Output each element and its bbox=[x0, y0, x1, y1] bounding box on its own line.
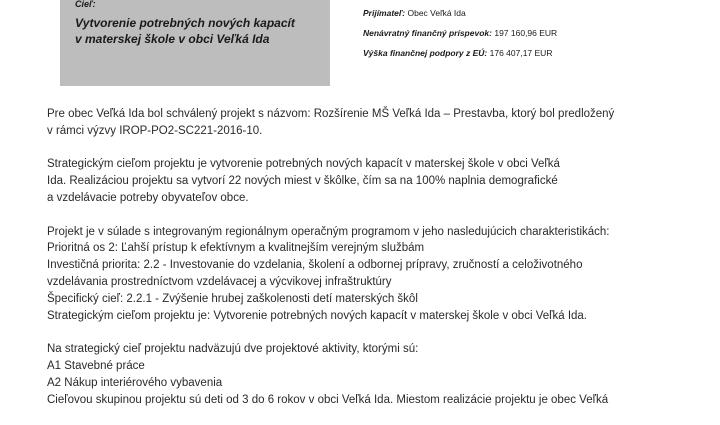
grant-value: 197 160,96 EUR bbox=[494, 28, 558, 38]
text-line: A1 Stavebné práce bbox=[47, 359, 145, 372]
text-line: Strategickým cieľom projektu je: Vytvorenie potrebných nových kapacít v materskej škole v obci Veľká Ida. bbox=[47, 309, 588, 322]
goal-label: Cieľ: bbox=[75, 0, 96, 9]
text-line: v rámci výzvy IROP-PO2-SC221-2016-10. bbox=[47, 124, 263, 137]
text-line: Strategickým cieľom projektu je vytvorenie potrebných nových kapacít v materskej škole v obci Veľká bbox=[47, 158, 560, 171]
paragraph-goal bbox=[47, 156, 707, 206]
paragraph-approval bbox=[47, 106, 707, 140]
goal-box bbox=[60, 0, 330, 86]
recipient-value: Obec Veľká Ida bbox=[407, 8, 466, 18]
text-line: Na strategický cieľ projektu nadväzujú dve projektové aktivity, ktorými sú: bbox=[47, 343, 419, 356]
eu-support-row bbox=[363, 48, 552, 59]
text-line: Špecifický cieľ: 2.2.1 - Zvýšenie hrubej zaškolenosti detí materských škôl bbox=[47, 292, 418, 305]
document-body bbox=[47, 106, 707, 425]
text-line: Investičná priorita: 2.2 - Investovanie do vzdelania, školení a odbornej prípravy, zručností a celoživotného bbox=[47, 259, 583, 272]
text-line: Prioritná os 2: Ľahší prístup k efektívnym a kvalitnejším verejným službám bbox=[47, 242, 425, 255]
goal-line: Vytvorenie potrebných nových kapacít bbox=[75, 16, 295, 30]
goal-text bbox=[75, 15, 330, 47]
paragraph-activities bbox=[47, 341, 707, 408]
text-line: Cieľovou skupinou projektu sú deti od 3 do 6 rokov v obci Veľká Ida. Miestom realizácie projektu je obec Veľká bbox=[47, 393, 609, 406]
text-line: a vzdelávacie potreby obyvateľov obce. bbox=[47, 191, 249, 204]
eu-support-label: Výška finančnej podpory z EÚ: bbox=[363, 48, 488, 58]
text-line: Ida. Realizáciou projektu sa vytvorí 22 nových miest v škôlke, čím sa na 100% naplnia demografické bbox=[47, 175, 558, 188]
grant-row bbox=[363, 28, 557, 39]
grant-label: Nenávratný finančný príspevok: bbox=[363, 28, 492, 38]
recipient-row bbox=[363, 8, 466, 19]
text-line: vzdelávania prostredníctvom vzdelávacej a výcvikovej infraštruktúry bbox=[47, 275, 392, 288]
text-line: Projekt je v súlade s integrovaným regionálnym operačným programom v jeho nasledujúcich charakteristikách: bbox=[47, 225, 610, 238]
recipient-label: Prijímateľ: bbox=[363, 8, 406, 18]
text-line: Pre obec Veľká Ida bol schválený projekt s názvom: Rozšírenie MŠ Veľká Ida – Prestavba, ktorý bol predložený bbox=[47, 108, 615, 120]
paragraph-compliance bbox=[47, 224, 707, 325]
text-line: A2 Nákup interiérového vybavenia bbox=[47, 376, 223, 389]
eu-support-value: 176 407,17 EUR bbox=[489, 48, 553, 58]
goal-line: v materskej škole v obci Veľká Ida bbox=[75, 32, 270, 46]
